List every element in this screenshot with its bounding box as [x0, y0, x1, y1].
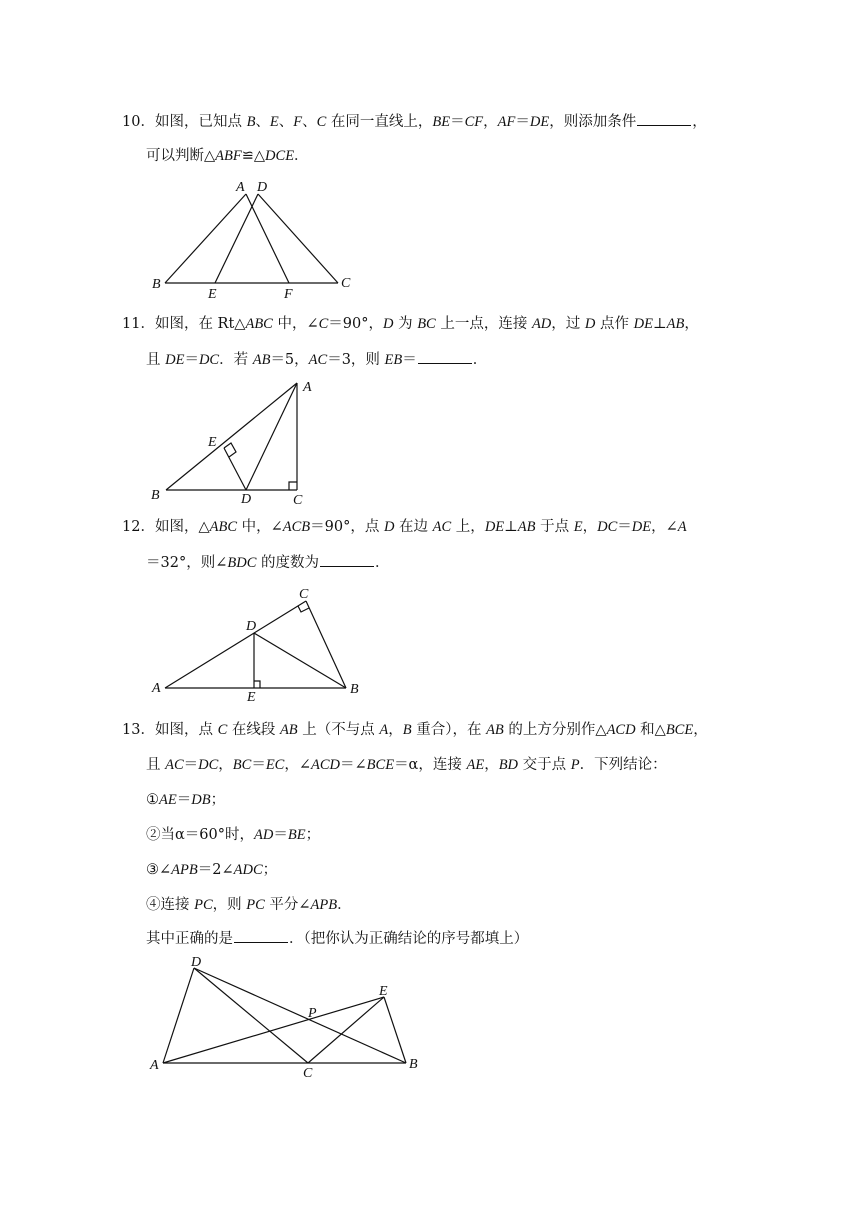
q12-line2: ＝32°，则∠BDC 的度数为 ．	[146, 552, 389, 573]
label-B: B	[152, 277, 161, 292]
label-B: B	[151, 488, 160, 503]
segment-AD	[163, 968, 194, 1063]
q13-conclusion-2: ②当α＝60°时，AD＝BE；	[146, 827, 321, 843]
q12-figure	[151, 587, 359, 705]
q13-line1: 13．如图，点 C 在线段 AB 上（不与点 A，B 重合），在 AB 的上方分别作△ACD 和△BCE，	[122, 722, 708, 738]
q13-conclusion-1: ①AE＝DB；	[146, 792, 226, 808]
q12-line1: 12．如图，△ABC 中，∠ACB＝90°，点 D 在边 AC 上，DE⊥AB 于点 E，DC＝DE，∠A	[122, 519, 687, 535]
segment-DC	[258, 194, 338, 283]
label-D: D	[241, 492, 252, 507]
segment-DE	[215, 194, 258, 283]
right-angle-E	[224, 443, 236, 457]
question-number: 12．	[122, 519, 155, 535]
q10-line1: 10．如图，已知点 B、E、F、C 在同一直线上，BE＝CF，AF＝DE，则添加条件 ，	[122, 111, 707, 132]
label-D: D	[246, 619, 257, 634]
question-number: 13．	[122, 722, 155, 738]
segment-AE	[163, 997, 384, 1063]
q13-conclusion-3: ③∠APB＝2∠ADC；	[146, 862, 278, 878]
label-C: C	[293, 493, 303, 508]
label-E: E	[208, 287, 217, 302]
label-D: D	[257, 180, 268, 195]
q11-line2: 且 DE＝DC．若 AB＝5，AC＝3，则 EB＝ ．	[146, 349, 487, 370]
q10-figure	[152, 180, 351, 302]
q11-line1: 11．如图，在 Rt△ABC 中，∠C＝90°，D 为 BC 上一点，连接 AD，过 D 点作 DE⊥AB，	[122, 316, 699, 332]
q13-line2: 且 AC＝DC，BC＝EC，∠ACD＝∠BCE＝α，连接 AE，BD 交于点 P．下列结论：	[146, 757, 667, 773]
label-B: B	[409, 1057, 418, 1072]
label-A: A	[152, 681, 161, 696]
segment-EB	[384, 997, 406, 1063]
segment-DE	[224, 448, 246, 490]
segment-DB	[194, 968, 406, 1063]
segment-AF	[246, 194, 289, 283]
label-A: A	[303, 380, 312, 395]
label-E: E	[208, 435, 217, 450]
label-C: C	[341, 276, 351, 291]
label-B: B	[350, 682, 359, 697]
question-number: 10．	[122, 114, 155, 130]
label-A: A	[150, 1058, 159, 1073]
q13-ask: 其中正确的是 ．（把你认为正确结论的序号都填上）	[146, 928, 528, 949]
segment-DB	[254, 633, 346, 688]
q11-figure	[151, 380, 312, 508]
segment-AD	[246, 383, 297, 490]
segment-AC	[165, 601, 306, 688]
label-P: P	[308, 1006, 317, 1021]
right-angle-C	[289, 482, 297, 490]
label-F: F	[284, 287, 293, 302]
segment-AB	[166, 383, 297, 490]
question-number: 11．	[122, 316, 155, 332]
label-A: A	[236, 180, 245, 195]
label-E: E	[247, 690, 256, 705]
right-angle-C	[298, 606, 309, 612]
segment-BA	[165, 194, 246, 283]
q10-line2: 可以判断△ABF≌△DCE．	[146, 148, 309, 164]
segment-CB	[306, 601, 346, 688]
q13-conclusion-4: ④连接 PC，则 PC 平分∠APB．	[146, 897, 352, 913]
label-E: E	[379, 984, 388, 999]
q13-figure	[149, 955, 418, 1081]
label-D: D	[191, 955, 202, 970]
segment-CE	[308, 997, 384, 1063]
label-C: C	[299, 587, 309, 602]
right-angle-E	[254, 681, 260, 688]
label-C: C	[303, 1066, 313, 1081]
